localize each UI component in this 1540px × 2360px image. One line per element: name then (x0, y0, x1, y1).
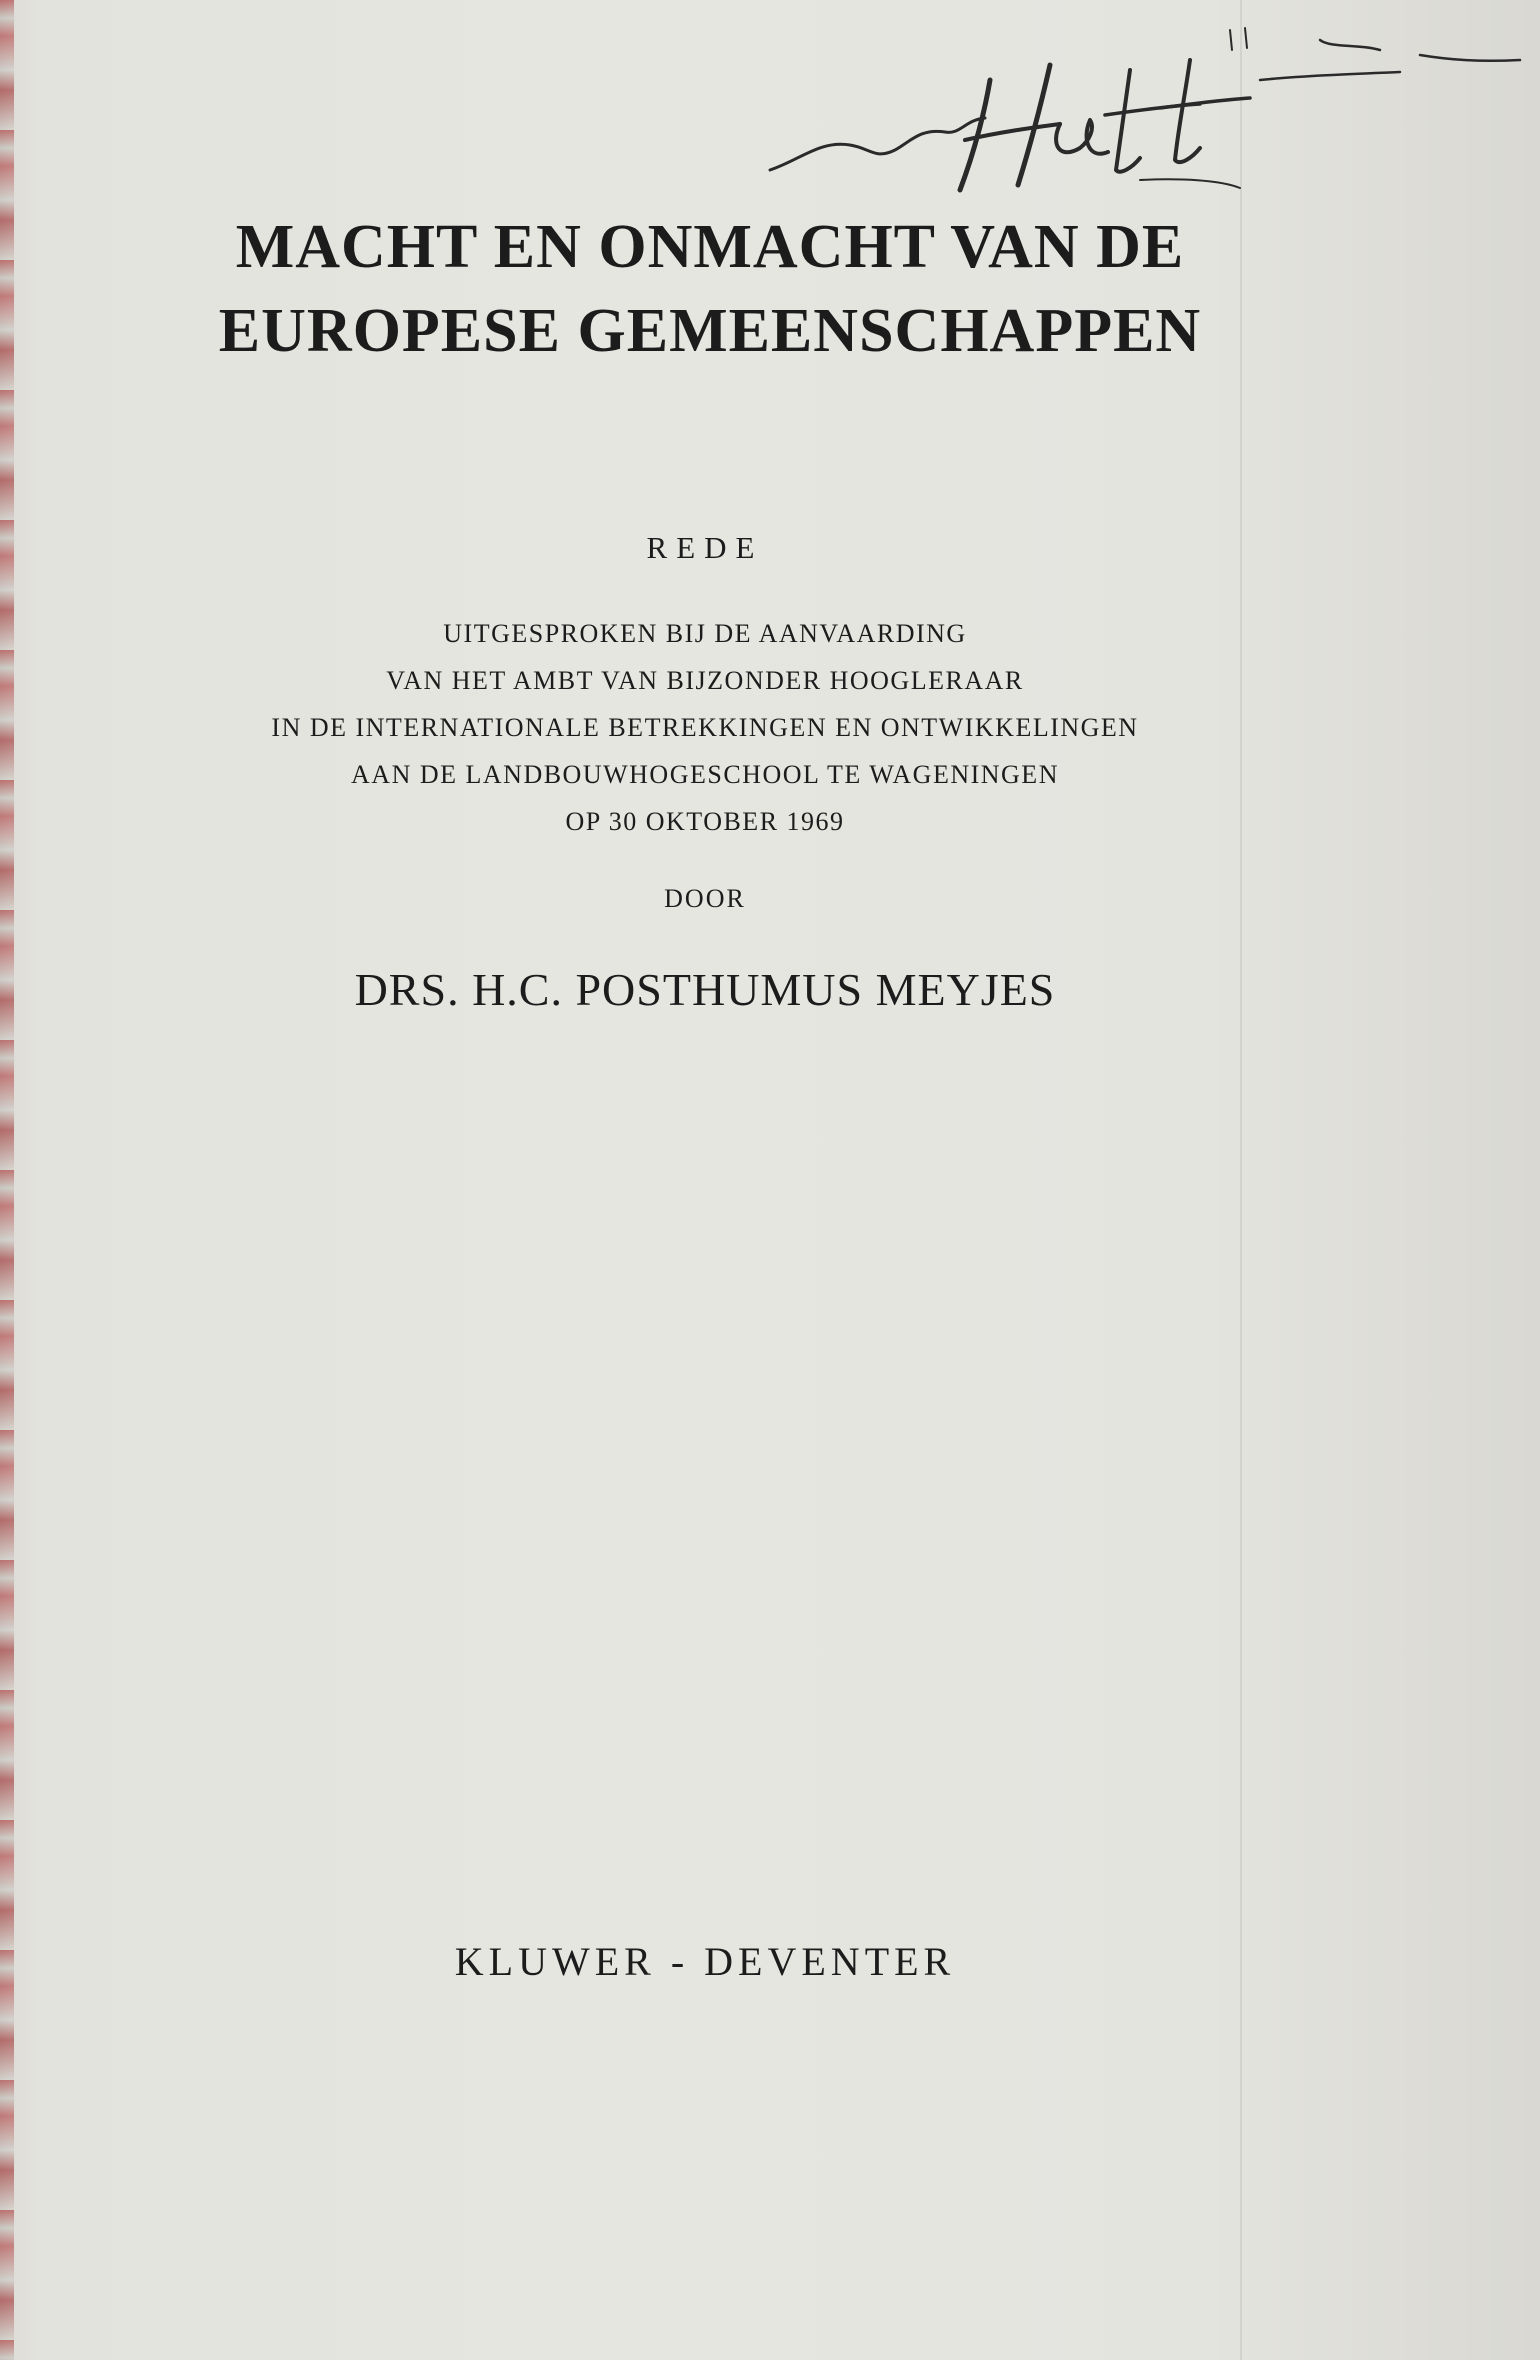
occasion-line: AAN DE LANDBOUWHOGESCHOOL TE WAGENINGEN (351, 760, 1059, 789)
genre-label: REDE (646, 530, 764, 565)
handwritten-signature (760, 20, 1540, 210)
occasion-line: VAN HET AMBT VAN BIJZONDER HOOGLERAAR (386, 666, 1024, 695)
author-name: DRS. H.C. POSTHUMUS MEYJES (354, 964, 1056, 1015)
occasion-text (0, 610, 1410, 845)
book-title (0, 205, 1420, 373)
publisher-imprint: KLUWER - DEVENTER (454, 1939, 956, 1984)
by-label: DOOR (664, 884, 746, 913)
title-line-2: EUROPESE GEMEENSCHAPPEN (218, 297, 1202, 365)
occasion-line: IN DE INTERNATIONALE BETREKKINGEN EN ONTWIKKELINGEN (271, 713, 1139, 742)
occasion-line: UITGESPROKEN BIJ DE AANVAARDING (443, 619, 967, 648)
occasion-line: OP 30 OKTOBER 1969 (565, 807, 845, 836)
title-line-1: MACHT EN ONMACHT VAN DE (235, 213, 1185, 281)
